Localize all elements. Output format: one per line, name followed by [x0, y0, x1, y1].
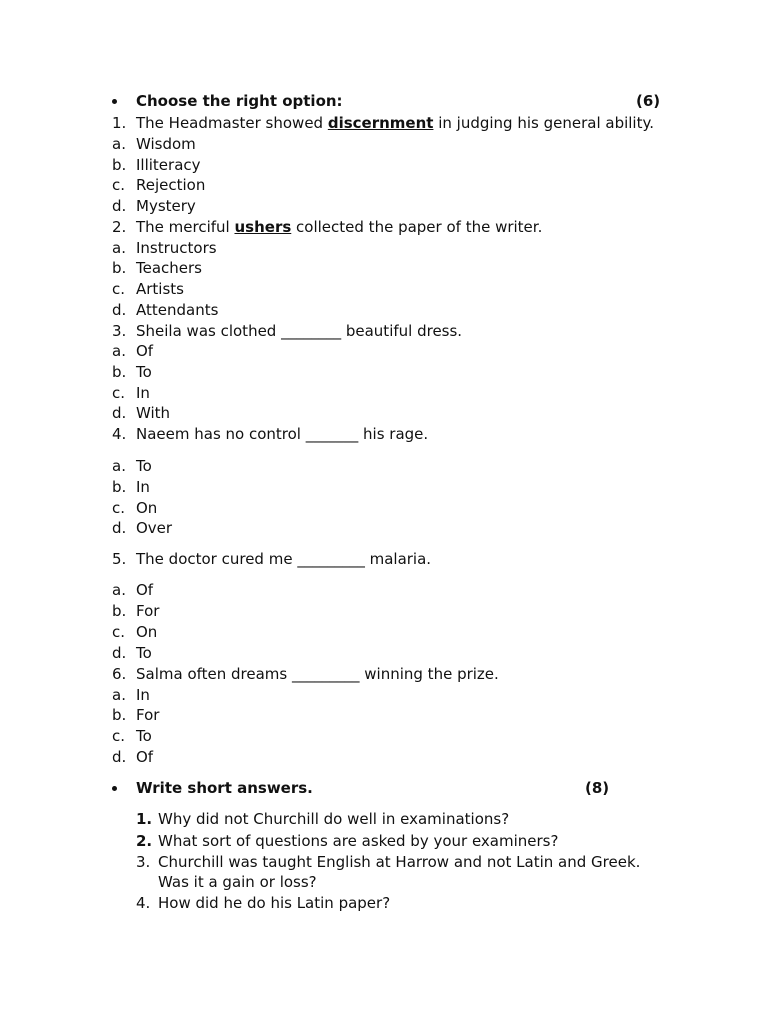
option-letter: d. [112, 519, 127, 537]
question-text: Salma often dreams _________ winning the prize. [136, 665, 499, 683]
option-text: Over [136, 519, 173, 537]
question-text: Why did not Churchill do well in examinations? [158, 810, 510, 828]
question-text: Naeem has no control _______ his rage. [136, 425, 429, 443]
option-letter: d. [112, 301, 127, 319]
option-letter: a. [112, 581, 126, 599]
option-letter: c. [112, 623, 126, 641]
option-letter: b. [112, 259, 127, 277]
question-number: 5. [112, 550, 127, 568]
key-word: discernment [327, 114, 434, 132]
option-text: On [136, 623, 158, 641]
option-text: To [136, 727, 152, 745]
question-text: How did he do his Latin paper? [158, 894, 391, 912]
question-text: Sheila was clothed ________ beautiful dress. [136, 322, 463, 340]
option-text: Of [136, 581, 154, 599]
option-text: To [136, 457, 152, 475]
question-number: 4. [112, 425, 127, 443]
option-text: Instructors [136, 239, 217, 257]
option-text: In [136, 686, 150, 704]
option-text: In [136, 384, 150, 402]
option-text: Artists [136, 280, 184, 298]
option-text: Teachers [136, 259, 202, 277]
option-letter: d. [112, 748, 127, 766]
question-text: What sort of questions are asked by your examiners? [158, 832, 559, 850]
option-letter: a. [112, 135, 126, 153]
option-text: With [136, 404, 171, 422]
question-number: 6. [112, 665, 127, 683]
option-text: Of [136, 342, 154, 360]
option-letter: b. [112, 363, 127, 381]
option-text: In [136, 478, 150, 496]
section-title: Write short answers. [136, 779, 313, 797]
option-text: To [136, 644, 152, 662]
question-number: 3. [112, 322, 127, 340]
option-letter: b. [112, 602, 127, 620]
section-marks: (8) [585, 779, 610, 797]
question-text: The doctor cured me _________ malaria. [136, 550, 432, 568]
question-number: 4. [136, 894, 151, 912]
option-text: Illiteracy [136, 156, 201, 174]
option-letter: b. [112, 156, 127, 174]
question-text: The Headmaster showed discernment in judging his general ability. [136, 114, 654, 132]
option-letter: d. [112, 644, 127, 662]
option-letter: a. [112, 239, 126, 257]
section-heading-mcq [112, 91, 672, 111]
option-letter: c. [112, 176, 126, 194]
option-text: Rejection [136, 176, 206, 194]
option-letter: d. [112, 197, 127, 215]
question-number: 3. [136, 853, 151, 871]
option-letter: a. [112, 457, 126, 475]
question-number: 1. [136, 810, 153, 828]
option-text: For [136, 706, 160, 724]
question-number: 2. [112, 218, 127, 236]
question-number: 2. [136, 832, 153, 850]
option-letter: c. [112, 280, 126, 298]
option-letter: a. [112, 686, 126, 704]
bullet-icon [112, 99, 117, 104]
option-letter: b. [112, 706, 127, 724]
section-title: Choose the right option: [136, 92, 343, 110]
option-letter: d. [112, 404, 127, 422]
section-heading-short-answers [112, 778, 632, 798]
question-text: The merciful ushers collected the paper of the writer. [136, 218, 543, 236]
option-letter: c. [112, 384, 126, 402]
bullet-icon [112, 786, 117, 791]
option-text: Mystery [136, 197, 196, 215]
option-text: To [136, 363, 152, 381]
question-number: 1. [112, 114, 127, 132]
question-text: Was it a gain or loss? [158, 873, 317, 891]
option-text: Attendants [136, 301, 219, 319]
option-text: On [136, 499, 158, 517]
option-letter: a. [112, 342, 126, 360]
question-text: Churchill was taught English at Harrow and not Latin and Greek. [158, 853, 641, 871]
key-word: ushers [234, 218, 292, 236]
option-letter: c. [112, 727, 126, 745]
option-letter: c. [112, 499, 126, 517]
option-text: Wisdom [136, 135, 196, 153]
option-text: Of [136, 748, 154, 766]
option-text: For [136, 602, 160, 620]
section-marks: (6) [636, 92, 661, 110]
option-letter: b. [112, 478, 127, 496]
